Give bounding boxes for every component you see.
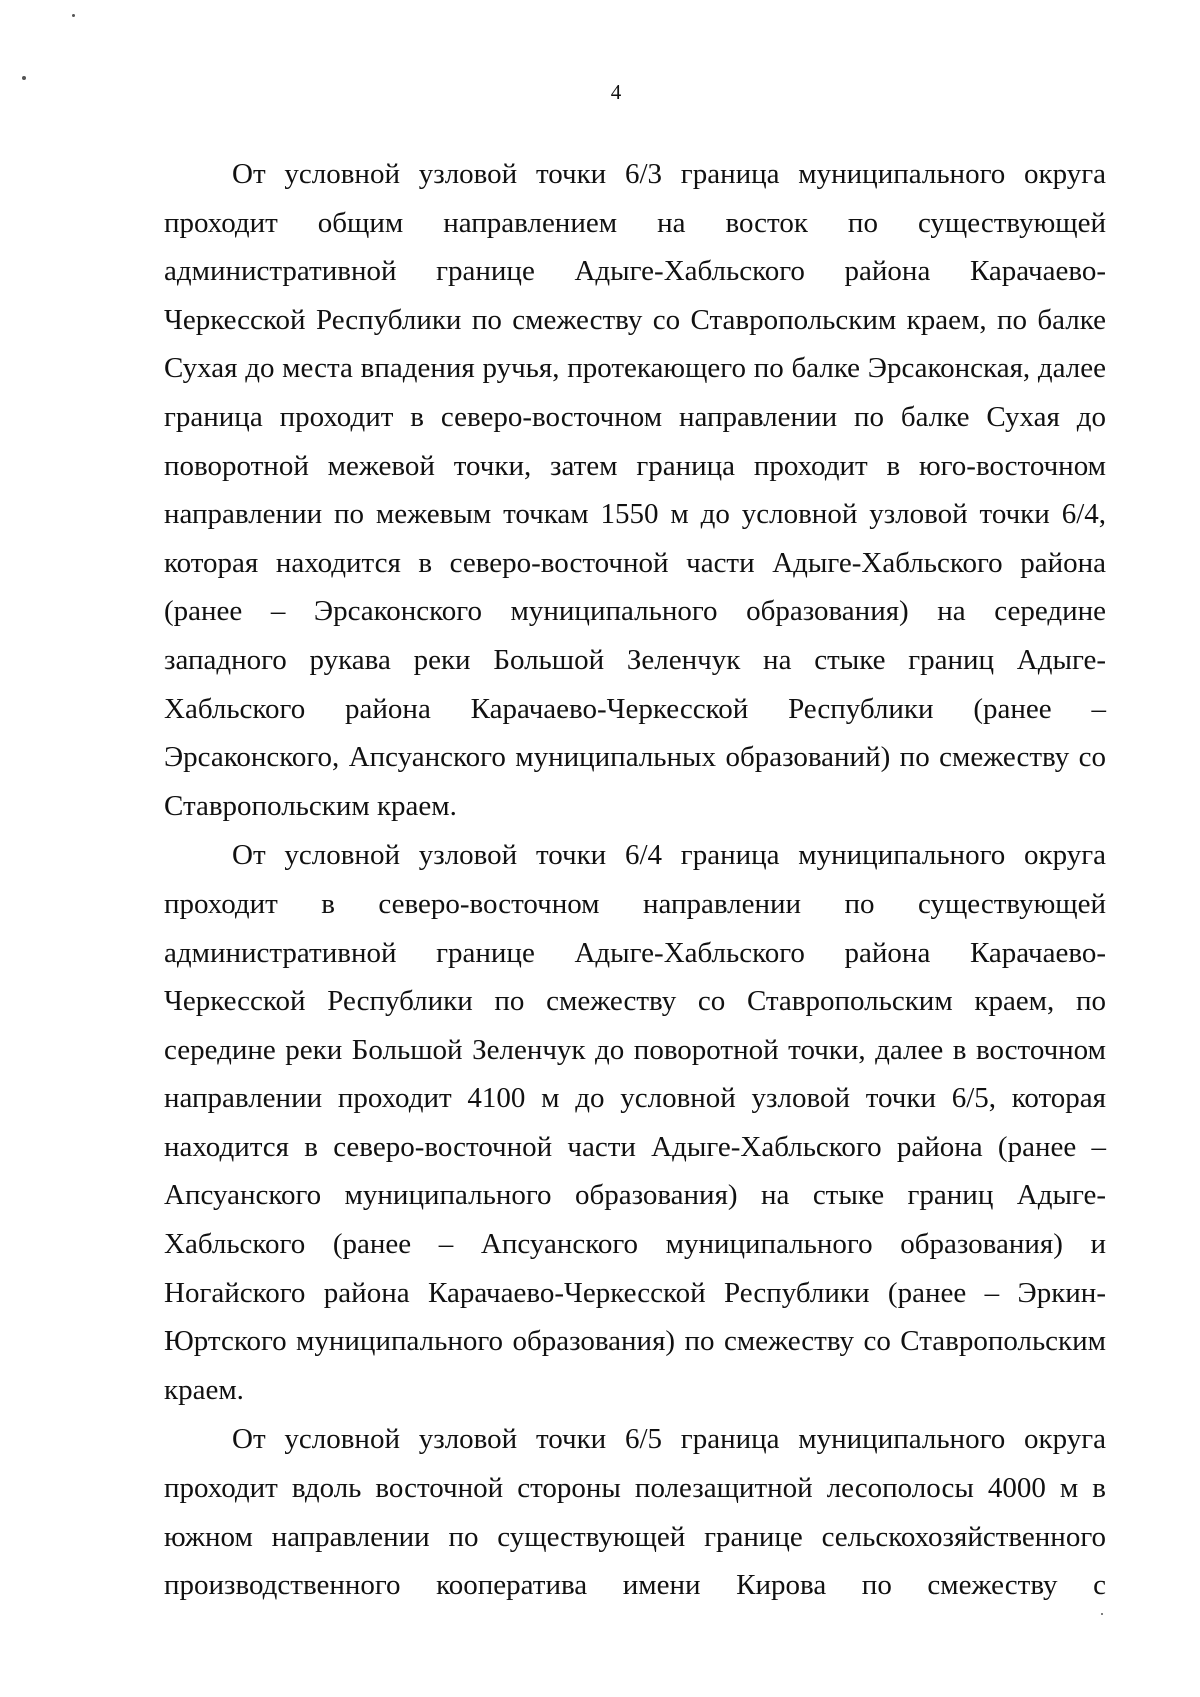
scan-speck — [72, 14, 75, 17]
scan-speck — [1101, 1613, 1103, 1615]
paragraph: От условной узловой точки 6/3 граница муниципального округа проходит общим направлением на восток по существующей административной границе Адыге-Хабльского района Карачаево-Черкесской Республики по смежеству со Ставропольским краем, по балке Сухая до места впадения ручья, протекающего по балке Эрсаконская, далее граница проходит в северо-восточном направлении по балке Сухая до поворотной межевой точки, затем граница проходит в юго-восточном направлении по межевым точкам 1550 м до условной узловой точки 6/4, которая находится в северо-восточной части Адыге-Хабльского района (ранее – Эрсаконского муниципального образования) на середине западного рукава реки Большой Зеленчук на стыке границ Адыге-Хабльского района Карачаево-Черкесской Республики (ранее – Эрсаконского, Апсуанского муниципальных образований) по смежеству со Ставропольским краем. — [164, 158, 1106, 822]
page-number: 4 — [610, 80, 622, 104]
paragraph: От условной узловой точки 6/5 граница муниципального округа проходит вдоль восточной стороны полезащитной лесополосы 4000 м в южном направлении по существующей границе сельскохозяйственного производственного кооператива имени Кирова по смежеству с — [164, 1423, 1106, 1602]
document-body — [164, 150, 1106, 1611]
paragraph: От условной узловой точки 6/4 граница муниципального округа проходит в северо-восточном направлении по существующей административной границе Адыге-Хабльского района Карачаево-Черкесской Республики по смежеству со Ставропольским краем, по середине реки Большой Зеленчук до поворотной точки, далее в восточном направлении проходит 4100 м до условной узловой точки 6/5, которая находится в северо-восточной части Адыге-Хабльского района (ранее – Апсуанского муниципального образования) на стыке границ Адыге-Хабльского (ранее – Апсуанского муниципального образования) и Ногайского района Карачаево-Черкесской Республики (ранее – Эркин-Юртского муниципального образования) по смежеству со Ставропольским краем. — [164, 839, 1106, 1406]
